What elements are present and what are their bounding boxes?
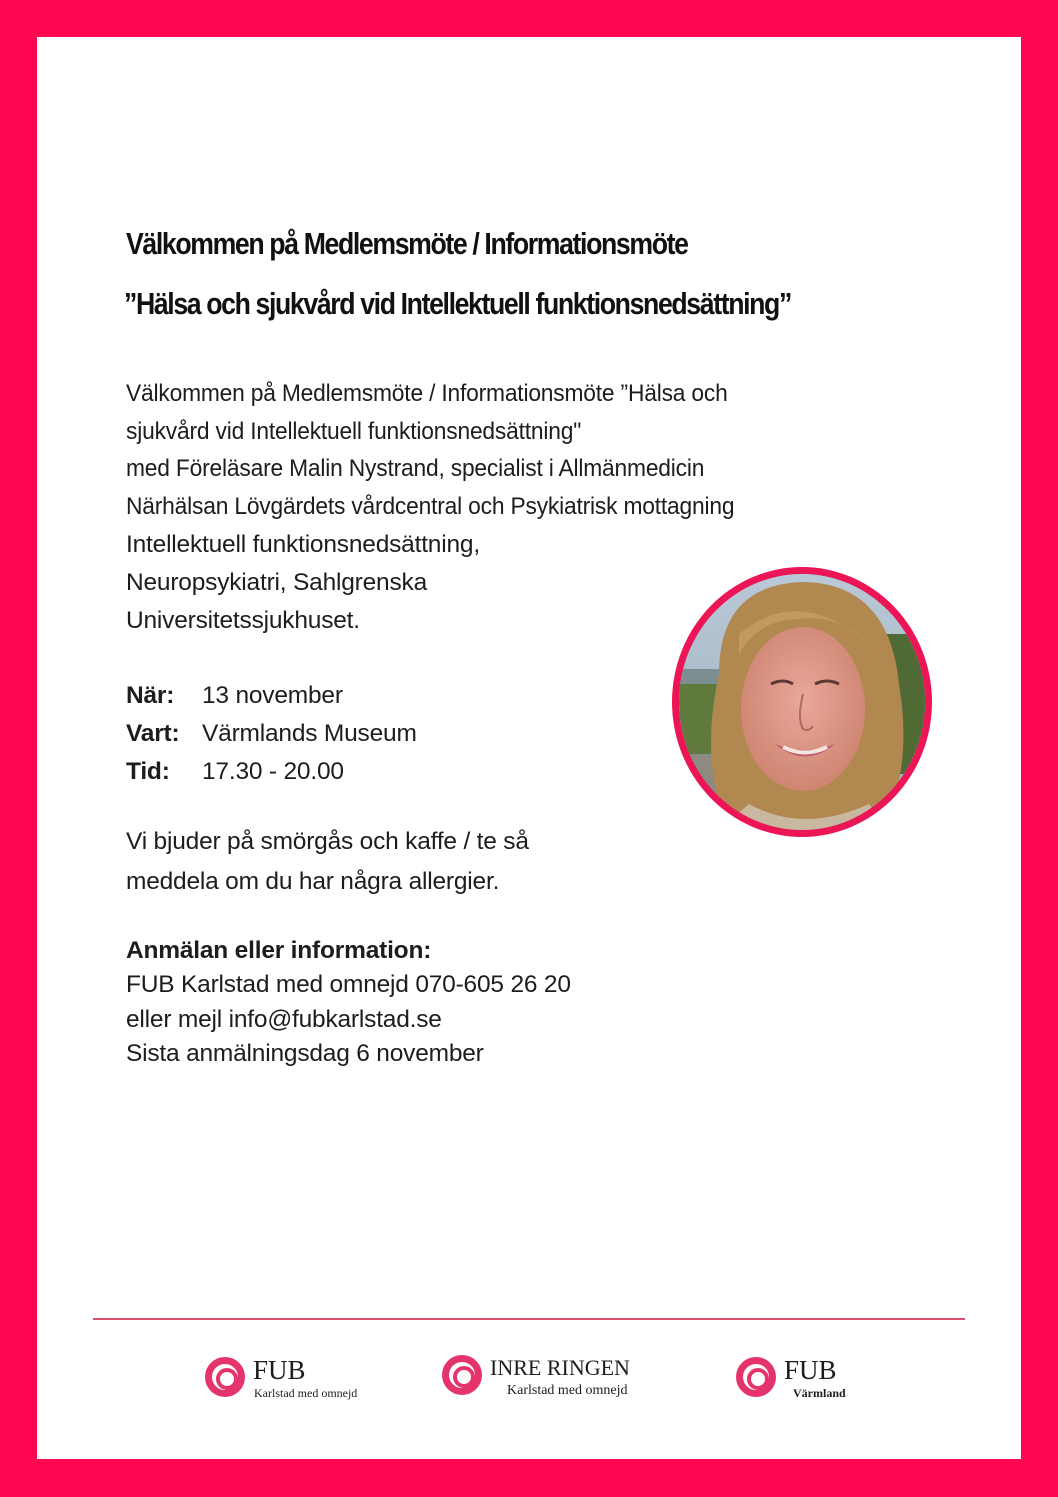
intro-line: Neuropsykiatri, Sahlgrenska: [126, 569, 427, 596]
intro-line: Närhälsan Lövgärdets vårdcentral och Psykiatrisk mottagning: [126, 493, 735, 520]
headline-line-1: Välkommen på Medlemsmöte / Informationsmöte: [126, 226, 688, 261]
inre-ringen-ring-icon: [442, 1355, 482, 1395]
logo-subtitle: Värmland: [793, 1386, 846, 1400]
speaker-portrait-image: [679, 574, 925, 830]
detail-label-where: Vart:: [126, 720, 180, 747]
footer-divider: [93, 1318, 965, 1320]
detail-label-when: När:: [126, 682, 175, 709]
contact-phone-line: FUB Karlstad med omnejd 070-605 26 20: [126, 971, 571, 998]
contact-heading: Anmälan eller information:: [126, 937, 432, 964]
detail-value-time: 17.30 - 20.00: [202, 758, 344, 785]
detail-label-time: Tid:: [126, 758, 170, 785]
speaker-photo: [672, 567, 932, 837]
detail-value-when: 13 november: [202, 682, 343, 709]
logo-name: INRE RINGEN: [490, 1355, 630, 1380]
detail-value-where: Värmlands Museum: [202, 720, 417, 747]
fub-ring-icon: [736, 1357, 776, 1397]
intro-line: Universitetssjukhuset.: [126, 607, 360, 634]
headline-line-2: ”Hälsa och sjukvård vid Intellektuell funktionsnedsättning”: [124, 286, 791, 321]
refreshments-line: meddela om du har några allergier.: [126, 868, 500, 895]
fub-ring-icon: [205, 1357, 245, 1397]
refreshments-line: Vi bjuder på smörgås och kaffe / te så: [126, 828, 529, 855]
contact-deadline-line: Sista anmälningsdag 6 november: [126, 1040, 484, 1067]
contact-email-line: eller mejl info@fubkarlstad.se: [126, 1006, 442, 1033]
logo-subtitle: Karlstad med omnejd: [254, 1386, 358, 1400]
intro-line: Välkommen på Medlemsmöte / Informationsmöte ”Hälsa och: [126, 380, 728, 407]
intro-line: sjukvård vid Intellektuell funktionsnedsättning": [126, 418, 582, 445]
logo-subtitle: Karlstad med omnejd: [507, 1383, 628, 1398]
logo-name: FUB: [253, 1355, 306, 1385]
intro-line: Intellektuell funktionsnedsättning,: [126, 531, 480, 558]
intro-line: med Föreläsare Malin Nystrand, specialist i Allmänmedicin: [126, 455, 705, 482]
logo-name: FUB: [784, 1355, 837, 1385]
